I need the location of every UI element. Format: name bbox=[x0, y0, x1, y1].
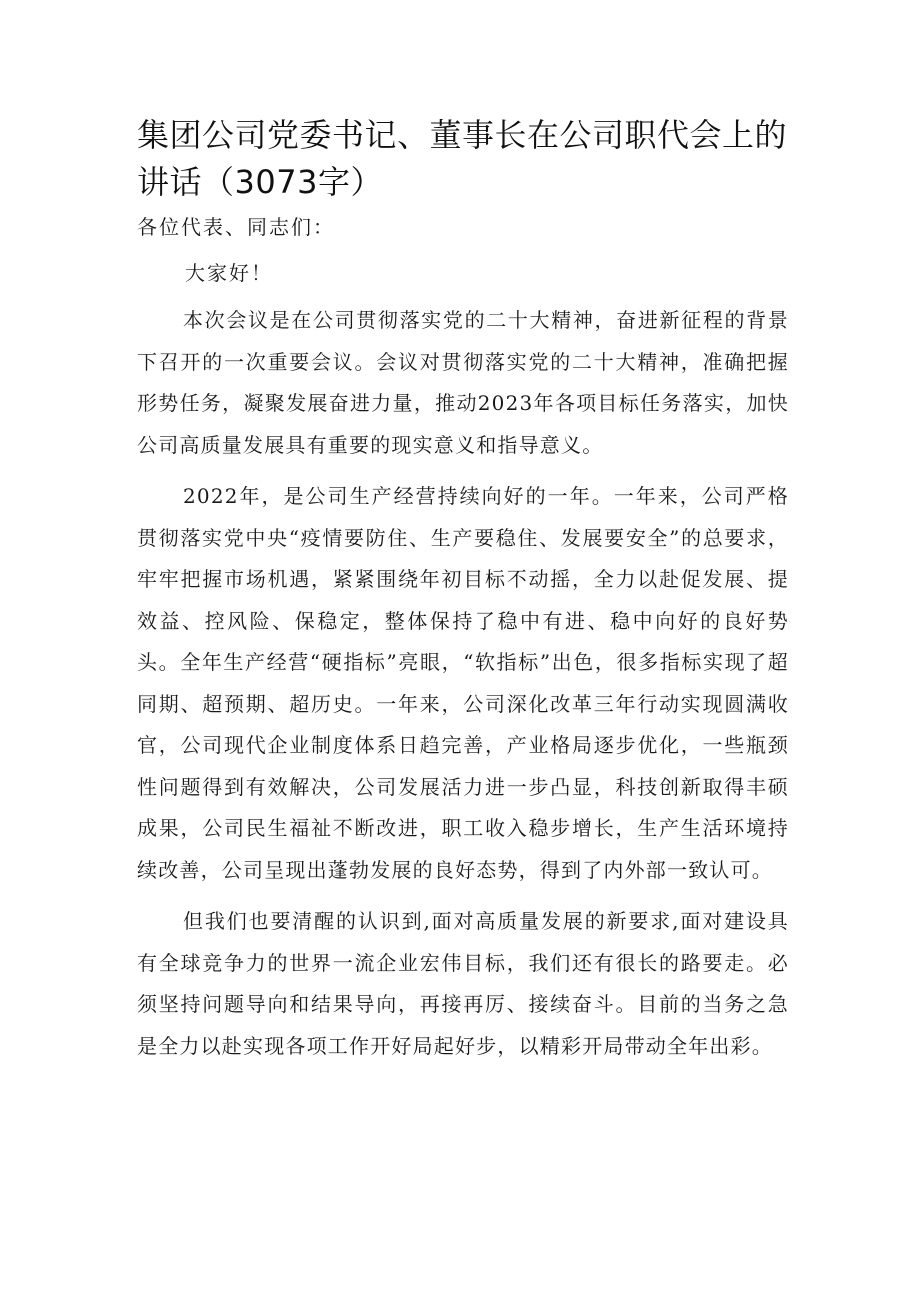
paragraph-3: 但我们也要清醒的认识到,面对高质量发展的新要求,面对建设具有全球竞争力的世界一流企业宏伟目标，我们还有很长的路要走。必须坚持问题导向和结果导向，再接再厉、接续奋斗。目前的当务之急是全力以赴实现各项工作开好局起好步，以精彩开局带动全年出彩。 bbox=[137, 909, 789, 1058]
paragraph-2: 2022年，是公司生产经营持续向好的一年。一年来，公司严格贯彻落实党中央“疫情要防住、生产要稳住、发展要安全”的总要求，牢牢把握市场机遇，紧紧围绕年初目标不动摇，全力以赴促发展、提效益、控风险、保稳定，整体保持了稳中有进、稳中向好的良好势头。全年生产经营“硬指标”亮眼，“软指标”出色，很多指标实现了超同期、超预期、超历史。一年来，公司深化改革三年行动实现圆满收官，公司现代企业制度体系日趋完善，产业格局逐步优化，一些瓶颈性问题得到有效解决，公司发展活力进一步凸显，科技创新取得丰硕成果，公司民生福祉不断改进，职工收入稳步增长，生产生活环境持续改善，公司呈现出蓬勃发展的良好态势，得到了内外部一致认可。 bbox=[137, 484, 789, 882]
paragraph-1: 本次会议是在公司贯彻落实党的二十大精神，奋进新征程的背景下召开的一次重要会议。会议对贯彻落实党的二十大精神，准确把握形势任务，凝聚发展奋进力量，推动2023年各项目标任务落实，加快公司高质量发展具有重要的现实意义和指导意义。 bbox=[137, 308, 789, 457]
greeting: 大家好！ bbox=[185, 261, 273, 285]
document-page bbox=[137, 112, 789, 1077]
document-title: 集团公司党委书记、董事长在公司职代会上的讲话（3073字） bbox=[137, 116, 788, 201]
salutation: 各位代表、同志们： bbox=[137, 215, 335, 239]
